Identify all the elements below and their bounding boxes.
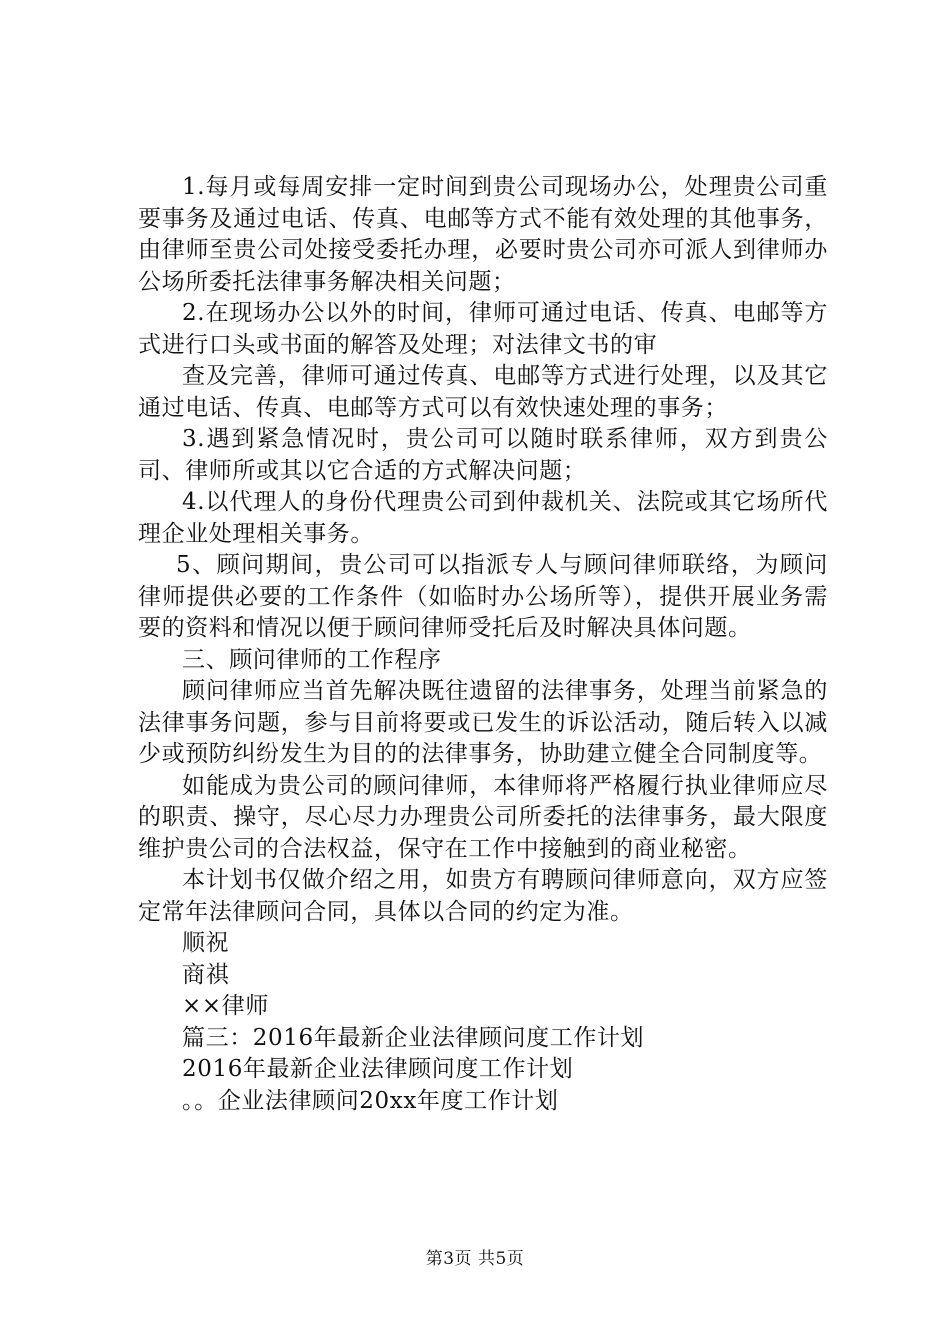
paragraph-item-5: 5、顾问期间，贵公司可以指派专人与顾问律师联络，为顾问律师提供必要的工作条件（如临时办公场所等），提供开展业务需要的资料和情况以便于顾问律师受托后及时解决具体问题。 xyxy=(138,552,828,641)
section-heading-work-procedure: 三、顾问律师的工作程序 xyxy=(182,646,442,673)
closing-wish: 顺祝 xyxy=(182,930,230,956)
paragraph-item-3: 3.遇到紧急情况时，贵公司可以随时联系律师，双方到贵公司、律师所或其以它合适的方式解决问题； xyxy=(138,426,828,484)
chapter-heading: 篇三：2016年最新企业法律顾问度工作计划 xyxy=(182,1024,645,1051)
closing-signature: ××律师 xyxy=(182,993,269,1019)
paragraph-item-2-continued: 查及完善，律师可通过传真、电邮等方式进行处理，以及其它通过电话、传真、电邮等方式可以有效快速处理的事务； xyxy=(138,363,828,421)
paragraph-item-2: 2.在现场办公以外的时间，律师可通过电话、传真、电邮等方式进行口头或书面的解答及处理；对法律文书的审 xyxy=(138,300,828,358)
closing-greeting: 商祺 xyxy=(182,961,230,988)
page-footer: 第3页 共5页 xyxy=(425,1249,525,1269)
paragraph-item-1: 1.每月或每周安排一定时间到贵公司现场办公，处理贵公司重要事务及通过电话、传真、电邮等方式不能有效处理的其他事务，由律师至贵公司处接受委托办理，必要时贵公司亦可派人到律师办公场所委托法律事务解决相关问题； xyxy=(138,174,828,295)
paragraph-commitment: 如能成为贵公司的顾问律师，本律师将严格履行执业律师应尽的职责、操守，尽心尽力办理贵公司所委托的法律事务，最大限度维护贵公司的合法权益，保守在工作中接触到的商业秘密。 xyxy=(138,772,828,862)
paragraph-procedure: 顾问律师应当首先解决既往遗留的法律事务，处理当前紧急的法律事务问题，参与目前将要或已发生的诉讼活动，随后转入以减少或预防纠纷发生为目的的法律事务，协助建立健全合同制度等。 xyxy=(138,678,828,767)
chapter-title: 2016年最新企业法律顾问度工作计划 xyxy=(182,1056,574,1082)
chapter-subtitle: 。。企业法律顾问20xx年度工作计划 xyxy=(182,1087,559,1114)
paragraph-item-4: 4.以代理人的身份代理贵公司到仲裁机关、法院或其它场所代理企业处理相关事务。 xyxy=(138,489,828,547)
paragraph-note: 本计划书仅做介绍之用，如贵方有聘顾问律师意向，双方应签定常年法律顾问合同，具体以合同的约定为准。 xyxy=(138,867,828,925)
document-body xyxy=(138,172,828,1117)
